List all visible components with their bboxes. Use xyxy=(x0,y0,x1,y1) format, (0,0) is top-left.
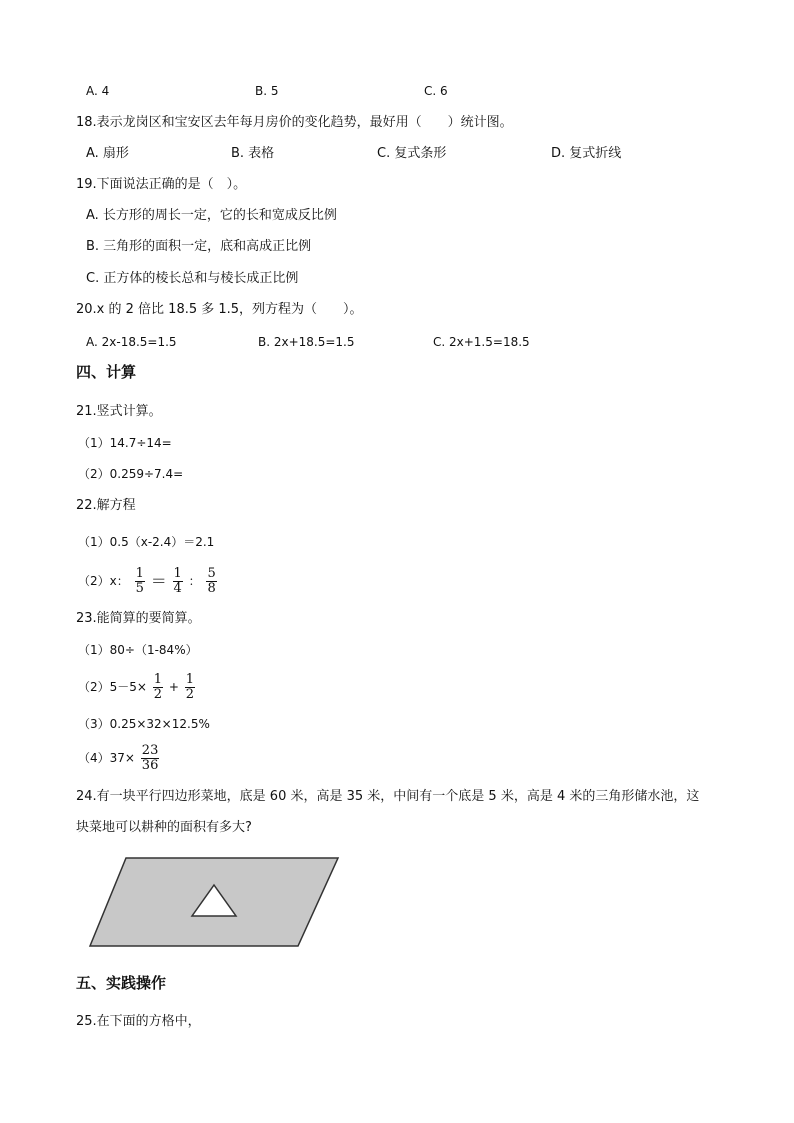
q23-item-4-prefix: （4）37× xyxy=(78,751,135,765)
q23-item-4 xyxy=(78,743,161,773)
q25-stem: 25.在下面的方格中， xyxy=(76,1014,201,1029)
q18-option-a: A. 扇形 xyxy=(86,146,129,161)
q22-item-1: （1）0.5（x-2.4）＝2.1 xyxy=(78,535,215,549)
q20-stem: 20.x 的 2 倍比 18.5 多 1.5，列方程为（ ）。 xyxy=(76,302,363,317)
equals-sign: ＝ xyxy=(150,571,167,591)
denominator: 2 xyxy=(185,687,195,702)
q24-stem-line-2: 块菜地可以耕种的面积有多大? xyxy=(76,820,252,835)
q20-option-a: A. 2x-18.5=1.5 xyxy=(86,335,177,349)
q19-option-a: A. 长方形的周长一定，它的长和宽成反比例 xyxy=(86,208,337,223)
section-4-heading: 四、计算 xyxy=(76,363,137,381)
q18-option-c: C. 复式条形 xyxy=(377,146,447,161)
q19-option-c: C. 正方体的棱长总和与棱长成正比例 xyxy=(86,271,299,286)
q23-item-1: （1）80÷（1-84%） xyxy=(78,643,198,657)
q23-item-3: （3）0.25×32×12.5% xyxy=(78,717,210,731)
q21-item-2: （2）0.259÷7.4= xyxy=(78,467,184,481)
q21-stem: 21.竖式计算。 xyxy=(76,404,162,419)
q18-stem: 18.表示龙岗区和宝安区去年每月房价的变化趋势，最好用（ ）统计图。 xyxy=(76,115,513,130)
numerator: 1 xyxy=(173,566,182,581)
fraction xyxy=(153,673,163,702)
q20-option-c: C. 2x+1.5=18.5 xyxy=(433,335,530,349)
fraction xyxy=(185,673,195,702)
q22-item-2-prefix: （2）x： xyxy=(78,574,129,588)
q23-item-2 xyxy=(78,672,197,702)
denominator: 4 xyxy=(173,581,182,596)
q21-item-1: （1）14.7÷14= xyxy=(78,436,172,450)
numerator: 1 xyxy=(185,672,195,687)
q19-option-b: B. 三角形的面积一定，底和高成正比例 xyxy=(86,239,312,254)
numerator: 23 xyxy=(141,743,159,758)
ratio-colon: ： xyxy=(188,574,201,588)
fraction xyxy=(206,567,216,596)
q17-option-b: B. 5 xyxy=(255,84,279,98)
plus-sign: + xyxy=(168,680,179,694)
fraction xyxy=(135,567,145,596)
denominator: 5 xyxy=(135,581,144,596)
numerator: 1 xyxy=(153,672,163,687)
parallelogram-figure xyxy=(86,852,342,952)
q17-option-a: A. 4 xyxy=(86,84,110,98)
numerator: 1 xyxy=(135,566,144,581)
q22-item-2 xyxy=(78,566,219,597)
fraction xyxy=(173,567,183,596)
numerator: 5 xyxy=(207,566,216,581)
q24-stem-line-1: 24.有一块平行四边形菜地，底是 60 米，高是 35 米，中间有一个底是 5 米，高是 4 米的三角形储水池，这 xyxy=(76,789,700,804)
q19-stem: 19.下面说法正确的是（ ）。 xyxy=(76,177,247,192)
q22-stem: 22.解方程 xyxy=(76,498,136,513)
denominator: 2 xyxy=(153,687,163,702)
q20-option-b: B. 2x+18.5=1.5 xyxy=(258,335,355,349)
section-5-heading: 五、实践操作 xyxy=(76,974,167,992)
fraction xyxy=(141,744,160,773)
q17-option-c: C. 6 xyxy=(424,84,448,98)
q18-option-b: B. 表格 xyxy=(231,146,275,161)
q23-item-2-prefix: （2）5－5× xyxy=(78,680,147,694)
denominator: 36 xyxy=(141,758,159,773)
q18-option-d: D. 复式折线 xyxy=(551,146,622,161)
q23-stem: 23.能简算的要简算。 xyxy=(76,611,201,626)
denominator: 8 xyxy=(207,581,216,596)
